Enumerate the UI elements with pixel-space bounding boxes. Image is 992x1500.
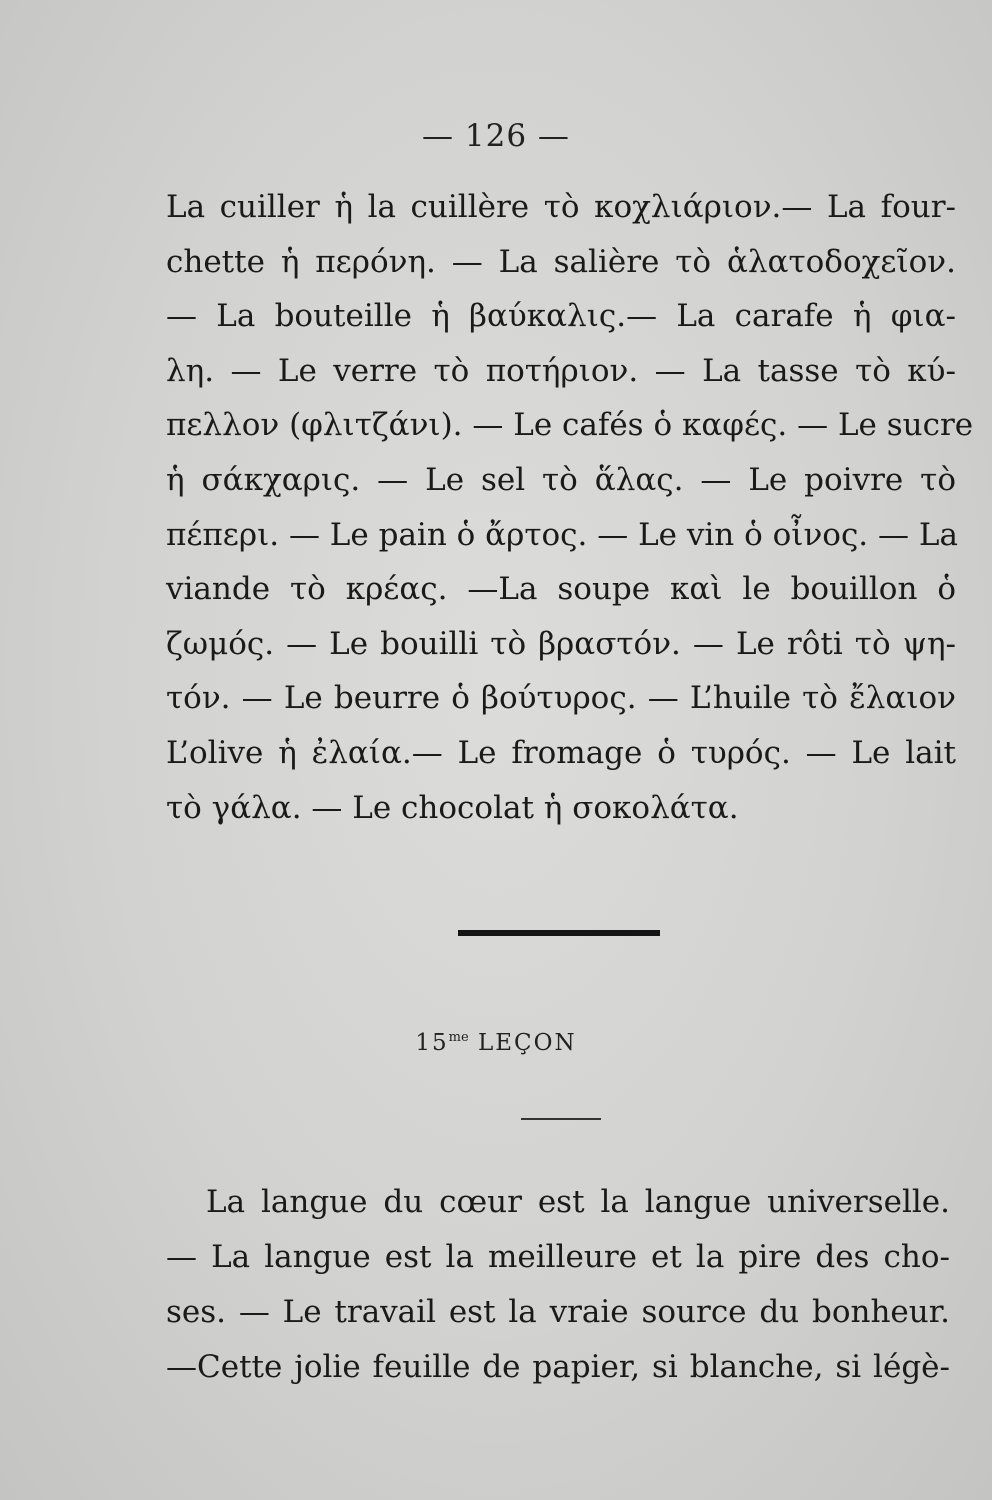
lesson-word: LEÇON	[477, 1030, 577, 1056]
section-divider-thick	[458, 930, 660, 936]
lesson-number: 15	[415, 1030, 449, 1056]
text-line: ἡ σάκχαρις. — Le sel τὸ ἅλας. — Le poivre τὸ	[166, 461, 956, 498]
text-line: — La bouteille ἡ βαύκαλις.— La carafe ἡ φια-	[166, 298, 956, 335]
page-number: — 126 —	[422, 118, 570, 154]
text-line: τόν. — Le beurre ὁ βούτυρος. — L’huile τὸ ἔλαιον	[166, 680, 956, 717]
section-divider-thin	[521, 1118, 601, 1120]
text-line: πελλον (φλιτζάνι). — Le cafés ὁ καφές. — Le sucre	[166, 407, 974, 444]
text-line: La langue du cœur est la langue universelle.	[206, 1184, 950, 1220]
text-line: ζωμός. — Le bouilli τὸ βραστόν. — Le rôti τὸ ψη-	[166, 625, 956, 662]
text-line: viande τὸ κρέας. —La soupe καὶ le bouillon ὁ	[166, 571, 956, 608]
text-line: chette ἡ περόνη. — La salière τὸ ἁλατοδοχεῖον.	[166, 243, 956, 280]
text-line: — La langue est la meilleure et la pire des cho-	[166, 1239, 950, 1275]
lesson-heading	[0, 1030, 992, 1056]
text-line: τὸ γάλα. — Le chocolat ἡ σοκολάτα.	[166, 789, 739, 826]
text-line: L’olive ἡ ἐλαία.— Le fromage ὁ τυρός. — Le lait	[166, 734, 956, 771]
text-line: πέπερι. — Le pain ὁ ἄρτος. — Le vin ὁ οἶνος. — La	[166, 516, 958, 553]
vocabulary-paragraph	[166, 180, 974, 835]
text-line: λη. — Le verre τὸ ποτήριον. — La tasse τὸ κύ-	[166, 352, 956, 389]
text-line: La cuiller ἡ la cuillère τὸ κοχλιάριον.— La four-	[166, 189, 956, 225]
text-line: —Cette jolie feuille de papier, si blanche, si légè-	[166, 1349, 950, 1385]
lesson-number-suffix: me	[448, 1030, 469, 1045]
text-line: ses. — Le travail est la vraie source du bonheur.	[166, 1294, 950, 1330]
lesson-paragraph	[166, 1175, 950, 1395]
